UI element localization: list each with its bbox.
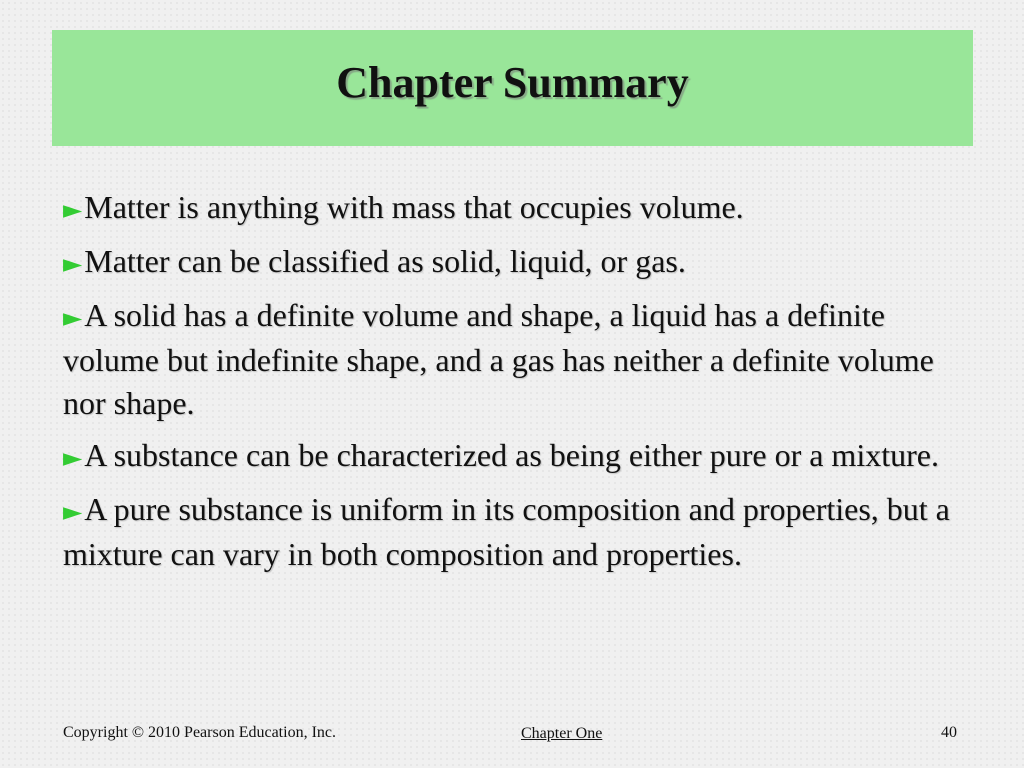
right-triangle-bullet-icon: ►: [63, 497, 83, 526]
slide-title: Chapter Summary: [336, 57, 689, 107]
right-triangle-bullet-icon: ►: [63, 195, 83, 224]
bullet-text: A pure substance is uniform in its composition and properties, but a mixture can vary in both composition and properties.: [63, 491, 950, 572]
bullet-text: Matter is anything with mass that occupies volume.: [84, 189, 744, 225]
bullet-item: [63, 186, 963, 231]
summary-bullet-list: [63, 186, 963, 585]
footer-chapter-label: Chapter One: [521, 725, 603, 742]
bullet-item: [63, 488, 963, 576]
right-triangle-bullet-icon: ►: [63, 303, 83, 332]
bullet-text: Matter can be classified as solid, liquid, or gas.: [84, 243, 686, 279]
bullet-text: A substance can be characterized as being either pure or a mixture.: [84, 437, 939, 473]
bullet-item: [63, 294, 963, 425]
footer-page-number: 40: [941, 724, 957, 741]
right-triangle-bullet-icon: ►: [63, 443, 83, 472]
bullet-text: A solid has a definite volume and shape, a liquid has a definite volume but indefinite shape, and a gas has neither a definite volume nor shape.: [63, 297, 934, 421]
bullet-item: [63, 434, 963, 479]
bullet-item: [63, 240, 963, 285]
title-banner: [52, 30, 973, 146]
footer-copyright: Copyright © 2010 Pearson Education, Inc.: [63, 724, 336, 741]
right-triangle-bullet-icon: ►: [63, 249, 83, 278]
